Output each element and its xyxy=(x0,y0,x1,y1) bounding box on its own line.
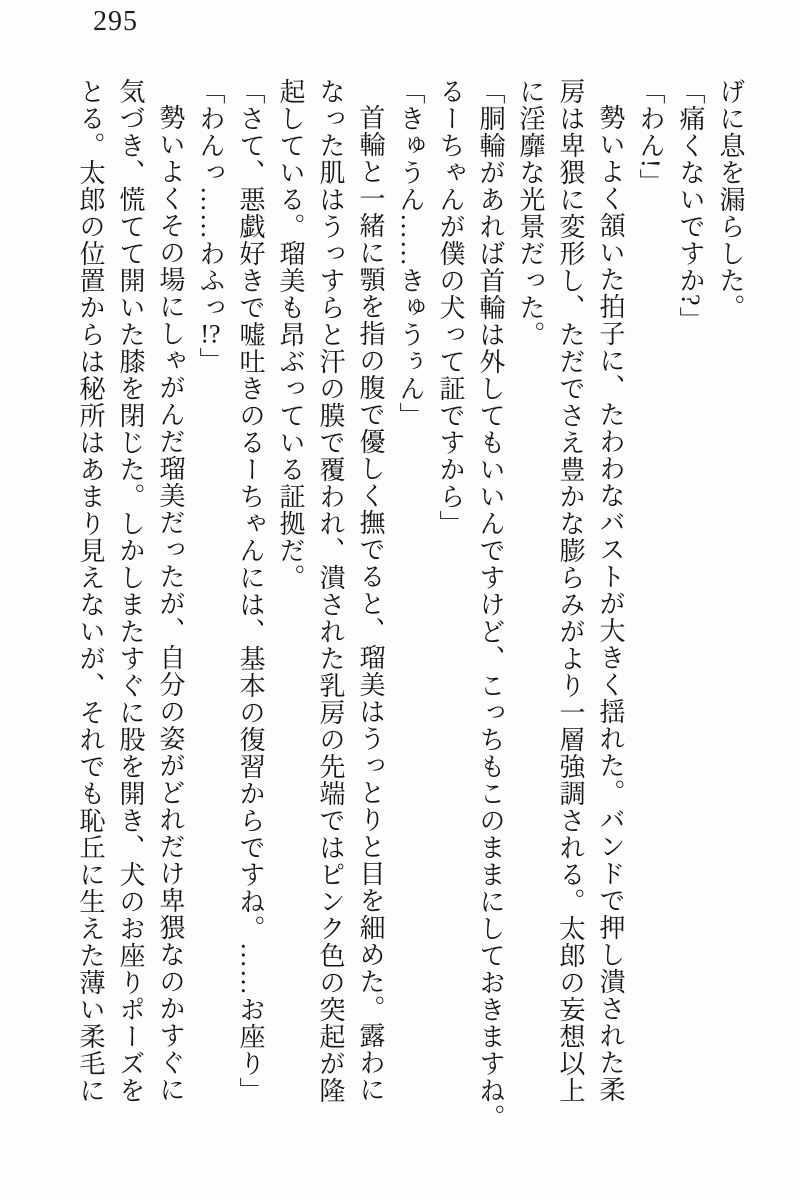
text-line: 「きゅうん……きゅうぅん」 xyxy=(396,78,425,429)
text-line: 「わん!」 xyxy=(636,78,665,196)
text-line: 「さて、悪戯好きで嘘吐きのるーちゃんには、基本の復習からですね。……お座り」 xyxy=(236,78,265,1104)
novel-text-block xyxy=(70,78,750,1131)
text-line: なった肌はうっすらと汗の膜で覆われ、潰された乳房の先端ではピンク色の突起が隆 xyxy=(316,78,345,1104)
text-line: 気づき、慌てて開いた膝を閉じた。しかしまたすぐに股を開き、犬のお座りポーズを xyxy=(116,78,145,1104)
tatechuyoko-interrobang: !? xyxy=(200,321,221,347)
text-line: に淫靡な光景だった。 xyxy=(516,78,545,348)
text-line: るーちゃんが僕の犬って証ですから」 xyxy=(436,78,465,537)
text-line: 「胴輪があれば首輪は外してもいいんですけど、こっちもこのままにしておきますね。 xyxy=(476,78,505,1131)
text-line: 勢いよくその場にしゃがんだ瑠美だったが、自分の姿がどれだけ卑猥なのかすぐに xyxy=(156,104,185,1103)
text-line: 起している。瑠美も昂ぶっている証拠だ。 xyxy=(276,78,305,591)
text-line: 「痛くないですか?」 xyxy=(676,78,705,334)
text-line: げに息を漏らした。 xyxy=(716,78,745,321)
page-number: 295 xyxy=(93,6,138,37)
text-line: 房は卑猥に変形し、ただでさえ豊かな膨らみがより一層強調される。太郎の妄想以上 xyxy=(556,78,585,1104)
text-line: とる。太郎の位置からは秘所はあまり見えないが、それでも恥丘に生えた薄い柔毛に xyxy=(76,78,105,1104)
text-line: 勢いよく頷いた拍子に、たわわなバストが大きく揺れた。バンドで押し潰された柔 xyxy=(596,104,625,1103)
text-line: 「わんっ……わふっ!?」 xyxy=(196,78,225,374)
text-line: 首輪と一緒に顎を指の腹で優しく撫でると、瑠美はうっとりと目を細めた。露わに xyxy=(356,104,385,1103)
